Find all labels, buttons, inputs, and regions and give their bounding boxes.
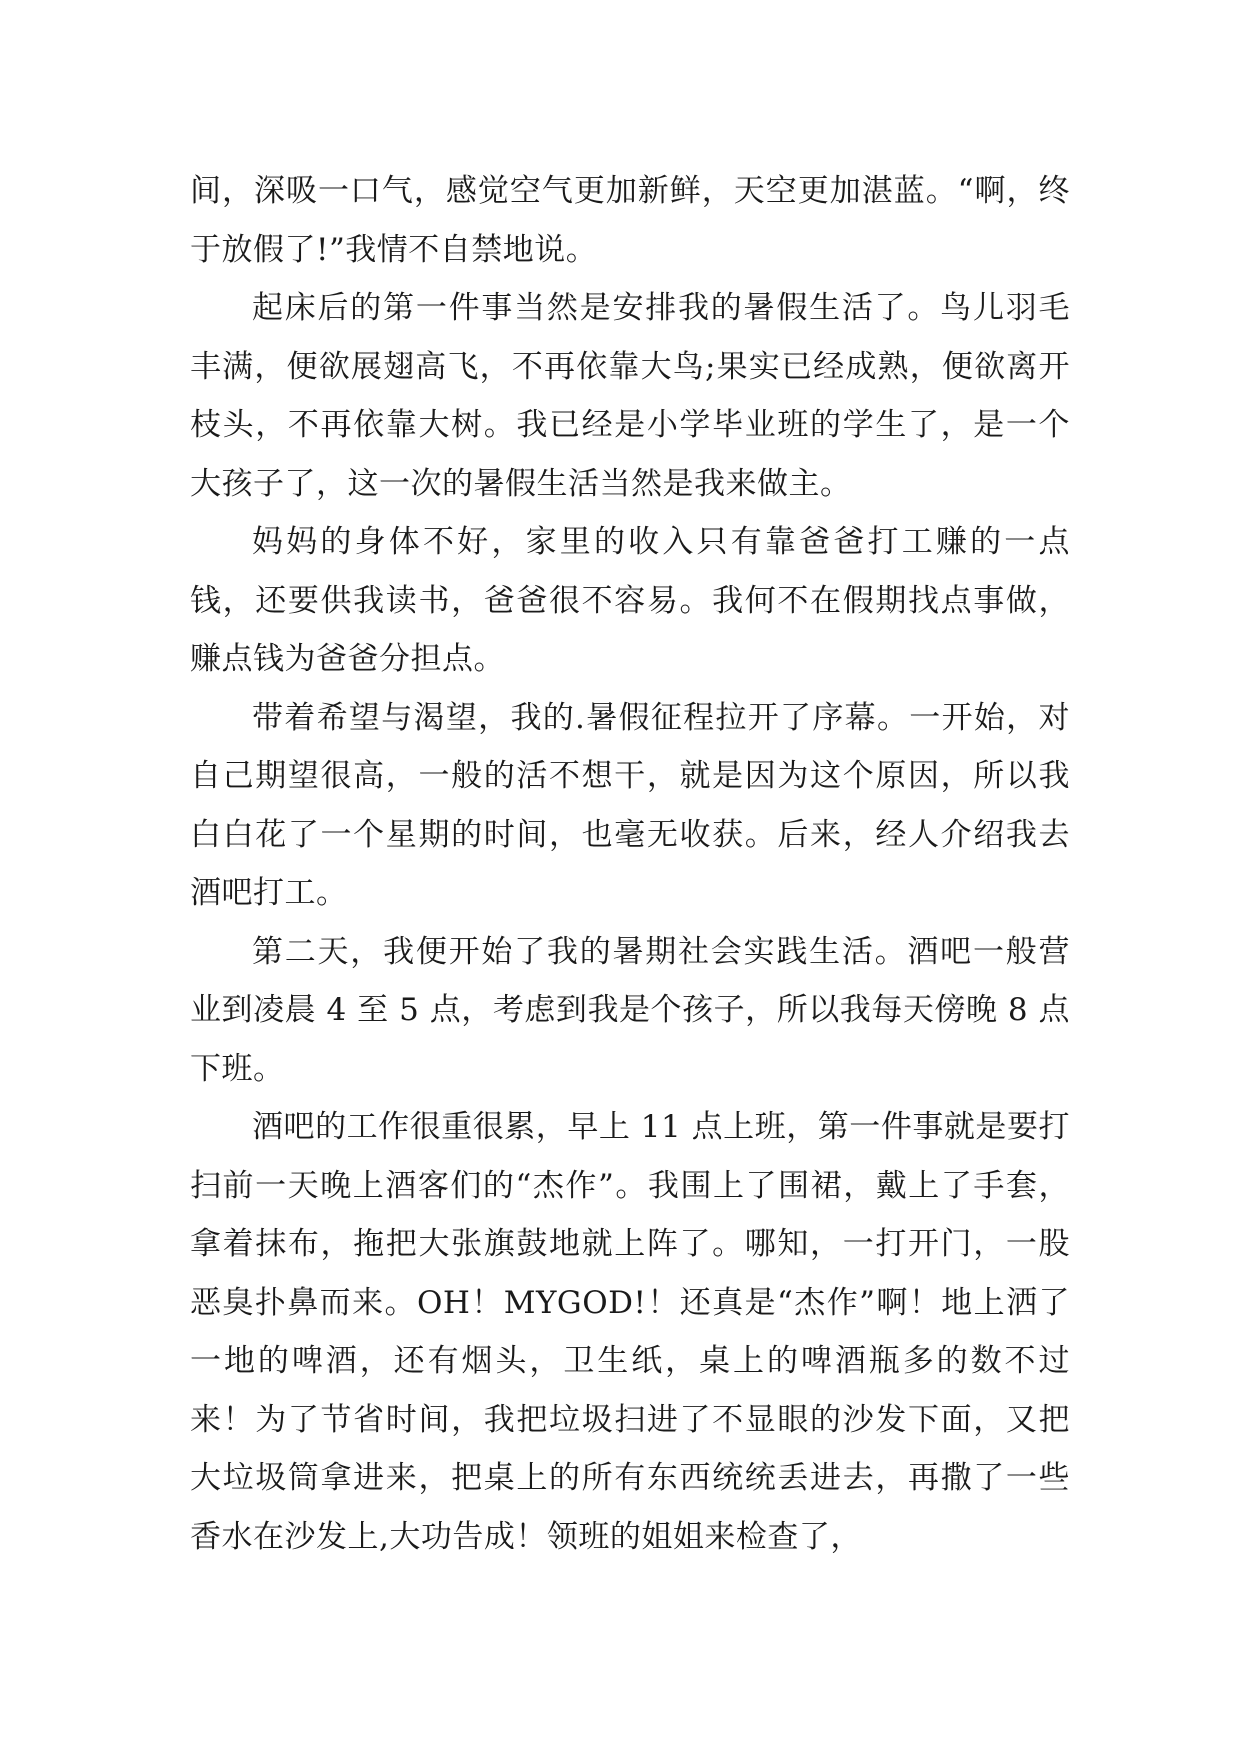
document-body: [190, 162, 1070, 1566]
paragraph-4: 带着希望与渴望，我的.暑假征程拉开了序幕。一开始，对自己期望很高，一般的活不想干，就是因为这个原因，所以我白白花了一个星期的时间，也毫无收获。后来，经人介绍我去酒吧打工。: [190, 699, 1070, 911]
paragraph-5: 第二天，我便开始了我的暑期社会实践生活。酒吧一般营业到凌晨 4 至 5 点，考虑到我是个孩子，所以我每天傍晚 8 点下班。: [190, 933, 1070, 1087]
paragraph-6: 酒吧的工作很重很累，早上 11 点上班，第一件事就是要打扫前一天晚上酒客们的“杰作”。我围上了围裙，戴上了手套，拿着抹布，拖把大张旗鼓地就上阵了。哪知，一打开门，一股恶臭扑鼻而来。OH！MYGOD!！还真是“杰作”啊！地上洒了一地的啤酒，还有烟头，卫生纸，桌上的啤酒瓶多的数不过来！为了节省时间，我把垃圾扫进了不显眼的沙发下面，又把大垃圾筒拿进来，把桌上的所有东西统统丢进去，再撒了一些香水在沙发上,大功告成！领班的姐姐来检查了，: [190, 1109, 1070, 1555]
paragraph-2: 起床后的第一件事当然是安排我的暑假生活了。鸟儿羽毛丰满，便欲展翅高飞，不再依靠大鸟;果实已经成熟，便欲离开枝头，不再依靠大树。我已经是小学毕业班的学生了，是一个大孩子了，这一次的暑假生活当然是我来做主。: [190, 290, 1070, 502]
paragraph-3: 妈妈的身体不好，家里的收入只有靠爸爸打工赚的一点钱，还要供我读书，爸爸很不容易。我何不在假期找点事做，赚点钱为爸爸分担点。: [190, 524, 1070, 677]
paragraph-1: 间，深吸一口气，感觉空气更加新鲜，天空更加湛蓝。“啊，终于放假了!”我情不自禁地说。: [190, 173, 1070, 268]
